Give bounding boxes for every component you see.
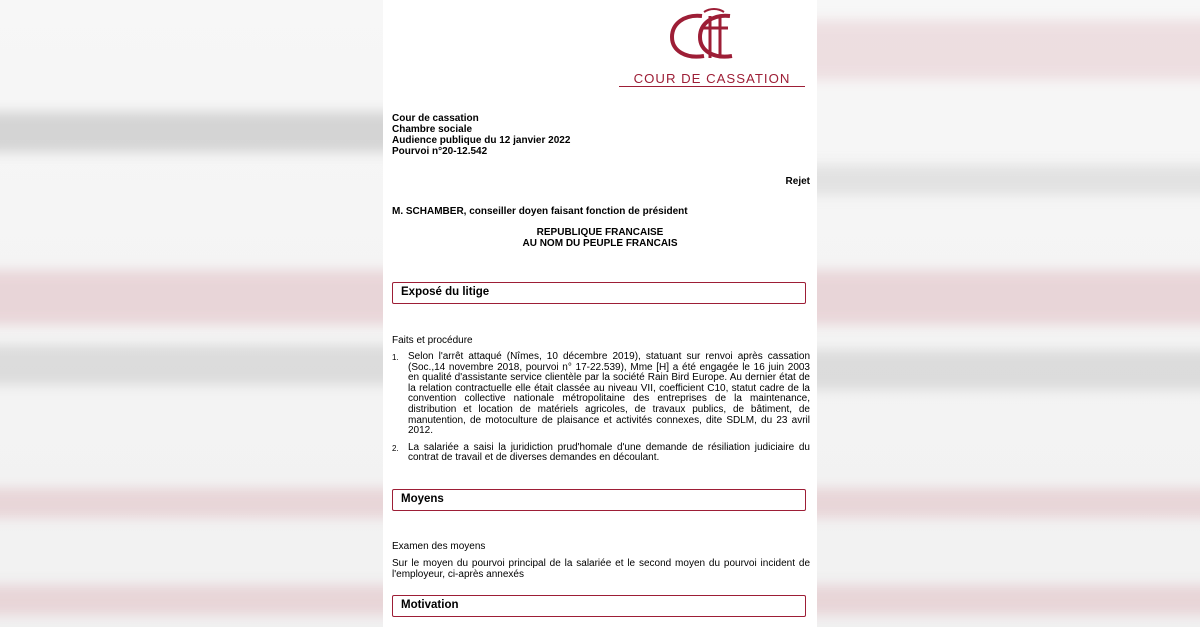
republic-heading — [383, 227, 817, 249]
cour-de-cassation-logo-icon — [658, 8, 768, 66]
section-heading-expose: Exposé du litige — [392, 282, 806, 304]
republic-line-1: REPUBLIQUE FRANCAISE — [536, 227, 664, 238]
section-subtitle-facts: Faits et procédure — [392, 335, 473, 346]
chamber-name: Chambre sociale — [392, 124, 473, 135]
section-heading-moyens: Moyens — [392, 489, 806, 511]
decision-header — [392, 113, 570, 157]
list-item — [392, 443, 810, 464]
moyens-paragraph: Sur le moyen du pourvoi principal de la salariée et le second moyen du pourvoi incident de l'employeur, ci-après annexés — [392, 558, 810, 580]
republic-line-2: AU NOM DU PEUPLE FRANCAIS — [522, 238, 678, 249]
court-name: Cour de cassation — [392, 113, 479, 124]
presiding-judge: M. SCHAMBER, conseiller doyen faisant fonction de président — [392, 206, 688, 217]
logo-wordmark: COUR DE CASSATION — [633, 71, 791, 86]
hearing-date: Audience publique du 12 janvier 2022 — [392, 135, 571, 146]
blurred-background-left — [0, 0, 383, 627]
blurred-background-right — [817, 0, 1200, 627]
section-heading-motivation: Motivation — [392, 595, 806, 617]
logo-underline — [619, 86, 805, 87]
list-item-text: Selon l'arrêt attaqué (Nîmes, 10 décembre 2019), statuant sur renvoi après cassation (Soc.,14 novembre 2018, pourvoi n° 17-22.539), Mme [H] a été engagée le 16 juin 2003 en qualité d'assistante service clientèle par la société Rain Bird Europe. Au dernier état de la relation contractuelle elle était classée au niveau VII, coefficient C10, statut cadre de la convention collective nationale métropolitaine des entreprises de la maintenance, distribution et location de matériels agricoles, de travaux publics, de bâtiment, de manutention, de motoculture de plaisance et activités connexes, dite SDLM, du 23 avril 2012. — [408, 351, 810, 437]
list-item-text: La salariée a saisi la juridiction prud'homale d'une demande de résiliation judiciaire du contrat de travail et de diverses demandes en découlant. — [408, 441, 810, 464]
decision-outcome: Rejet — [785, 176, 810, 187]
list-item-number: 2. — [392, 443, 399, 453]
list-item — [392, 352, 810, 437]
document-page — [383, 0, 817, 627]
list-item-number: 1. — [392, 353, 399, 362]
appeal-number: Pourvoi n°20-12.542 — [392, 146, 488, 157]
facts-list — [392, 352, 810, 470]
section-subtitle-examen: Examen des moyens — [392, 541, 486, 552]
